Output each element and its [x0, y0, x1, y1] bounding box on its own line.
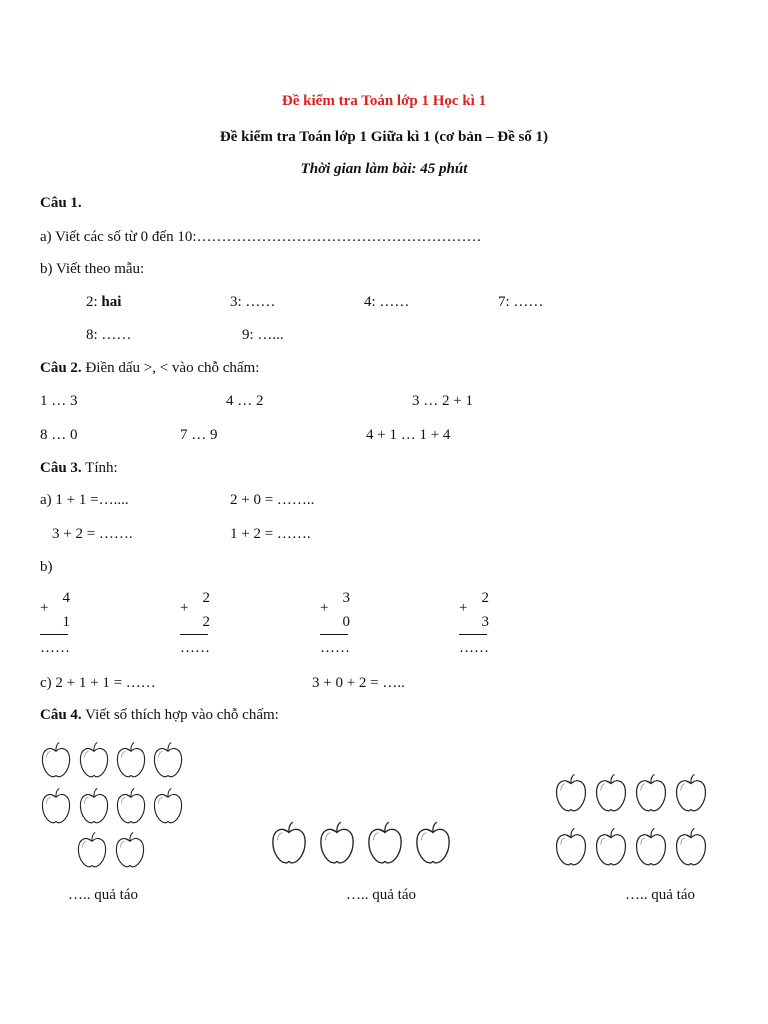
q1-item-8: 8: …… [86, 327, 132, 343]
question-1-label: Câu 1. [40, 195, 82, 211]
addend-top: 4 [62, 590, 70, 606]
q3c-item: 3 + 0 + 2 = ….. [312, 675, 405, 691]
q3a-item: 1 + 2 = ……. [230, 526, 311, 542]
answer-blank-group-2: ….. quả táo [346, 887, 416, 903]
sum-answer-dots: …… [320, 640, 350, 656]
addend-top: 2 [481, 590, 489, 606]
apple-icon [318, 820, 356, 871]
apple-icon [152, 786, 184, 831]
sum-line [180, 634, 208, 635]
apple-icon [40, 786, 72, 831]
apple-icon [634, 772, 668, 819]
addend-top: 2 [202, 590, 210, 606]
question-3-heading [40, 459, 118, 477]
q1-example-word: hai [101, 294, 122, 310]
apple-icon [634, 826, 668, 873]
answer-blank-group-1: ….. quả táo [68, 887, 138, 903]
question-1b: b) Viết theo mẫu: [40, 261, 145, 277]
sum-answer-dots: …… [180, 640, 210, 656]
addend-bottom: 3 [481, 614, 489, 630]
apple-icon [414, 820, 452, 871]
sum-line [40, 634, 68, 635]
plus-sign: + [40, 600, 49, 616]
addend-bottom: 2 [202, 614, 210, 630]
sum-line [459, 634, 487, 635]
question-4-heading [40, 706, 279, 724]
plus-sign: + [320, 600, 329, 616]
sum-line [320, 634, 348, 635]
q1-item-4: 4: …… [364, 294, 410, 310]
q2-item: 1 … 3 [40, 393, 78, 409]
q2-item: 3 … 2 + 1 [412, 393, 473, 409]
document-title: Đề kiểm tra Toán lớp 1 Học kì 1 [281, 93, 487, 109]
apple-icon [674, 772, 708, 819]
apple-icon [76, 830, 108, 875]
addend-top: 3 [342, 590, 350, 606]
apple-icon [270, 820, 308, 871]
question-3-label: Câu 3. [40, 460, 82, 476]
plus-sign: + [459, 600, 468, 616]
q3c-item: c) 2 + 1 + 1 = …… [40, 675, 156, 691]
apple-icon [40, 740, 72, 785]
apple-icon [115, 740, 147, 785]
question-3-text: Tính: [81, 460, 118, 476]
question-4-text: Viết số thích hợp vào chỗ chấm: [81, 707, 279, 723]
answer-blank-group-3: ….. quả táo [625, 887, 695, 903]
question-4-label: Câu 4. [40, 707, 82, 723]
document-subtitle: Đề kiểm tra Toán lớp 1 Giữa kì 1 (cơ bản – Đề số 1) [219, 129, 549, 145]
apple-icon [78, 740, 110, 785]
q2-item: 4 + 1 … 1 + 4 [366, 427, 451, 443]
q1-item-3: 3: …… [230, 294, 276, 310]
addend-bottom: 1 [62, 614, 70, 630]
q1-item-2 [86, 293, 121, 311]
apple-icon [152, 740, 184, 785]
question-2-label: Câu 2. [40, 360, 82, 376]
q2-item: 4 … 2 [226, 393, 264, 409]
apple-icon [554, 826, 588, 873]
plus-sign: + [180, 600, 189, 616]
q1-item-prefix: 2: [86, 294, 102, 310]
question-2-heading [40, 359, 259, 377]
apple-icon [674, 826, 708, 873]
apple-icon [366, 820, 404, 871]
apple-icon [594, 826, 628, 873]
q3a-item: 3 + 2 = ……. [52, 526, 133, 542]
apple-icon [115, 786, 147, 831]
apple-icon [554, 772, 588, 819]
apple-icon [594, 772, 628, 819]
q3b-label: b) [40, 559, 53, 575]
question-1a: a) Viết các số từ 0 đến 10:………………………………………………… [40, 229, 482, 245]
sum-answer-dots: …… [40, 640, 70, 656]
apple-icon [78, 786, 110, 831]
sum-answer-dots: …… [459, 640, 489, 656]
question-2-text: Điền dấu >, < vào chỗ chấm: [81, 360, 260, 376]
q1-item-7: 7: …… [498, 294, 544, 310]
q2-item: 8 … 0 [40, 427, 78, 443]
apple-icon [114, 830, 146, 875]
q1-item-9: 9: …... [242, 327, 284, 343]
addend-bottom: 0 [342, 614, 350, 630]
q3a-item: a) 1 + 1 =….... [40, 492, 129, 508]
time-limit: Thời gian làm bài: 45 phút [300, 161, 468, 177]
q2-item: 7 … 9 [180, 427, 218, 443]
q3a-item: 2 + 0 = …….. [230, 492, 315, 508]
